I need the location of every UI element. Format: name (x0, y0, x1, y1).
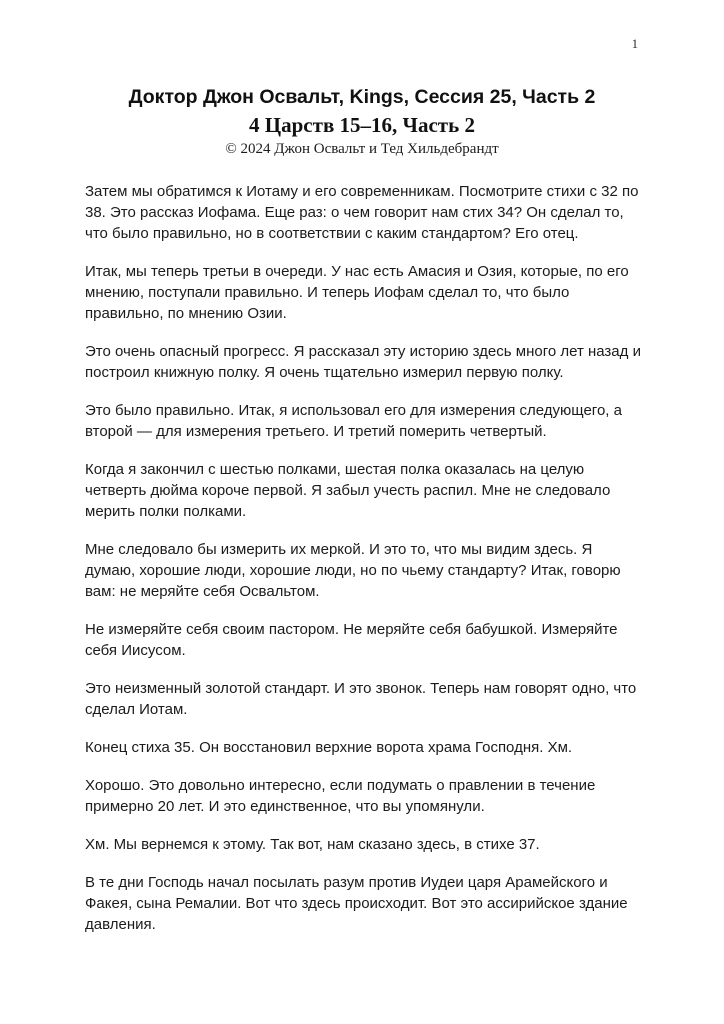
document-body (85, 181, 645, 935)
paragraph-3: Это очень опасный прогресс. Я рассказал эту историю здесь много лет назад и построил книжную полку. Я очень тщательно измерил первую полку. (85, 343, 641, 381)
document-subtitle: 4 Царств 15–16, Часть 2 (249, 113, 475, 137)
document-header (0, 0, 724, 159)
paragraph-10: Хорошо. Это довольно интересно, если подумать о правлении в течение примерно 20 лет. И это единственное, что вы упомянули. (85, 777, 596, 815)
document-title: Доктор Джон Освальт, Kings, Сессия 25, Часть 2 (128, 86, 596, 108)
paragraph-4: Это было правильно. Итак, я использовал его для измерения следующего, а второй — для измерения третьего. И третий померить четвертый. (85, 402, 622, 440)
paragraph-9: Конец стиха 35. Он восстановил верхние ворота храма Господня. Хм. (85, 739, 573, 756)
paragraph-12: В те дни Господь начал посылать разум против Иудеи царя Арамейского и Факея, сына Ремалии. Вот что здесь происходит. Вот это ассирийское здание давления. (85, 874, 628, 933)
copyright-line: © 2024 Джон Освальт и Тед Хильдебрандт (225, 141, 499, 157)
paragraph-5: Когда я закончил с шестью полками, шестая полка оказалась на целую четверть дюйма короче первой. Я забыл учесть распил. Мне не следовало мерить полки полками. (85, 461, 611, 520)
paragraph-7: Не измеряйте себя своим пастором. Не меряйте себя бабушкой. Измеряйте себя Иисусом. (85, 621, 618, 659)
page-number: 1 (631, 37, 638, 51)
paragraph-1: Затем мы обратимся к Иотаму и его современникам. Посмотрите стихи с 32 по 38. Это рассказ Иофама. Еще раз: о чем говорит нам стих 34? Он сделал то, что было правильно, но в соответствии с каким стандартом? Его отец. (85, 183, 639, 242)
paragraph-8: Это неизменный золотой стандарт. И это звонок. Теперь нам говорят одно, что сделал Иотам. (85, 680, 637, 718)
paragraph-2: Итак, мы теперь третьи в очереди. У нас есть Амасия и Озия, которые, по его мнению, поступали правильно. И теперь Иофам сделал то, что было правильно, по мнению Озии. (85, 263, 629, 322)
paragraph-6: Мне следовало бы измерить их меркой. И это то, что мы видим здесь. Я думаю, хорошие люди, хорошие люди, но по чьему стандарту? Итак, говорю вам: не меряйте себя Освальтом. (85, 541, 621, 600)
paragraph-11: Хм. Мы вернемся к этому. Так вот, нам сказано здесь, в стихе 37. (85, 836, 540, 853)
